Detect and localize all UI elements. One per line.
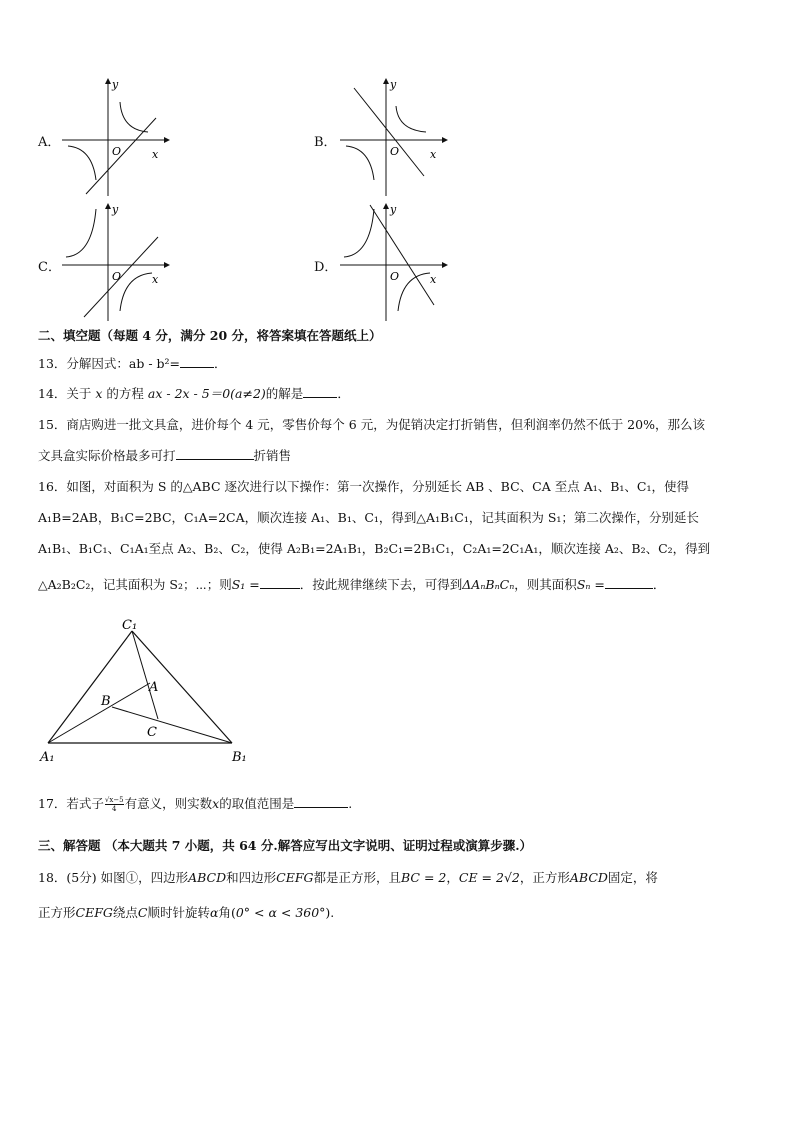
option-a-graph	[62, 76, 172, 200]
hyperbola-branch-1	[66, 209, 96, 257]
label-b1: B₁	[232, 750, 247, 765]
option-c-graph	[62, 201, 172, 325]
origin-label: O	[112, 145, 122, 158]
question-16-line-3: A₁B₁、B₁C₁、C₁A₁至点 A₂、B₂、C₂，使得 A₂B₁=2A₁B₁，B₂C₁=2B₁C₁，C₂A₁=2C₁A₁，顺次连接 A₂、B₂、C₂，得到	[38, 541, 711, 556]
q17-pre: 17．若式子	[38, 796, 104, 811]
q18-mid3: ，正方形	[519, 870, 570, 885]
question-15-line-1: 15．商店购进一批文具盒，进价每个 4 元，零售价每个 6 元，为促销决定打折销售，但利润率仍然不低于 20%，那么该	[38, 417, 705, 432]
q18-mid2: 都是正方形，且	[313, 870, 402, 885]
y-label: y	[112, 203, 119, 216]
q14-answer-blank[interactable]	[303, 385, 337, 398]
q16-s1: S₁ =	[231, 577, 260, 592]
label-a: A	[149, 680, 159, 695]
q16-line4-end: ．	[652, 577, 666, 592]
hyperbola-branch-1	[120, 102, 148, 132]
question-13	[38, 355, 227, 373]
q18-end3: ).	[325, 905, 335, 920]
hyperbola-branch-2	[346, 146, 374, 180]
q18-ce: CE = 2√2	[458, 870, 520, 885]
q16-sn: Sₙ =	[576, 577, 605, 592]
x-label: x	[430, 273, 437, 286]
x-label: x	[152, 273, 159, 286]
edge-a1-c1	[48, 631, 132, 743]
question-17	[38, 795, 352, 813]
q18-end1: 固定，将	[607, 870, 658, 885]
linear-line	[370, 205, 434, 305]
x-label: x	[430, 148, 437, 161]
section-2-heading: 二、填空题（每题 4 分，满分 20 分，将答案填在答题纸上）	[38, 328, 382, 343]
q15-answer-blank[interactable]	[176, 447, 254, 460]
q18-alpha: α	[209, 905, 219, 920]
section-3-heading: 三、解答题 （本大题共 7 小题，共 64 分.解答应写出文字说明、证明过程或演算步骤.）	[38, 838, 533, 853]
q17-post: 有意义，则实数	[124, 796, 213, 811]
q18-cefg-2: CEFG	[75, 905, 113, 920]
q18-line2-pre: 正方形	[38, 905, 76, 920]
q15-line2-post: 折销售	[253, 448, 292, 463]
q17-fraction	[105, 796, 124, 813]
y-label: y	[112, 78, 119, 91]
q18-bc: BC = 2	[401, 870, 447, 885]
question-16-line-4	[38, 576, 665, 594]
q17-frac-den: 4	[112, 805, 117, 813]
origin-label: O	[112, 270, 122, 283]
option-b-graph	[340, 76, 450, 200]
question-15-line-2	[38, 447, 291, 465]
q14-post: 的解是	[265, 386, 304, 401]
q17-frac-num: √x−5	[104, 796, 124, 804]
question-14	[38, 385, 350, 403]
q13-end: ．	[214, 356, 227, 371]
q14-mid: 的方程	[102, 386, 148, 401]
q16-triangle-figure	[36, 615, 266, 774]
x-axis-arrow	[164, 137, 170, 143]
q16-line4-area: ，则其面积	[514, 577, 577, 592]
q16-answer-blank-2[interactable]	[605, 576, 653, 589]
q16-line4-pre: △A₂B₂C₂，记其面积为 S₂；⋯；则	[38, 577, 232, 592]
hyperbola-branch-1	[396, 106, 426, 132]
q18-abcd: ABCD	[188, 870, 227, 885]
q13-answer-blank[interactable]	[180, 355, 214, 368]
edge-a1-a	[48, 683, 150, 743]
origin-label: O	[390, 270, 400, 283]
edge-b-b1	[112, 707, 232, 743]
q18-sep: ，	[446, 870, 459, 885]
option-d-graph	[340, 201, 450, 325]
label-b: B	[101, 694, 111, 709]
q18-range: 0° < α < 360°	[235, 905, 326, 920]
q17-answer-blank[interactable]	[294, 795, 348, 808]
q18-cefg: CEFG	[276, 870, 314, 885]
q16-answer-blank-1[interactable]	[260, 576, 300, 589]
y-axis-arrow	[105, 78, 111, 84]
hyperbola-branch-2	[68, 146, 96, 180]
label-c1: C₁	[122, 618, 138, 633]
q18-mid5: 顺时针旋转	[147, 905, 210, 920]
q16-triangle-n: ΔAₙBₙCₙ	[462, 577, 515, 592]
linear-line	[354, 88, 424, 176]
question-16-line-1: 16．如图，对面积为 S 的△ABC 逐次进行以下操作：第一次操作，分别延长 AB 、BC、CA 至点 A₁、B₁、C₁，使得	[38, 479, 690, 494]
x-label: x	[152, 148, 159, 161]
q14-pre: 14．关于	[38, 386, 96, 401]
q17-end: .	[348, 796, 353, 811]
edge-c1-c	[132, 631, 158, 719]
q14-var: x	[95, 386, 103, 401]
q18-pre: 18．(5分) 如图①，四边形	[38, 870, 189, 885]
origin-label: O	[390, 145, 400, 158]
option-b-label: B．	[314, 135, 337, 150]
hyperbola-branch-1	[344, 209, 374, 257]
q18-end2: 角(	[218, 905, 236, 920]
y-label: y	[390, 203, 397, 216]
label-a1: A₁	[40, 750, 55, 765]
q15-line2-pre: 文具盒实际价格最多可打	[38, 448, 176, 463]
q14-end: ．	[337, 386, 350, 401]
q14-equation: ax - 2x - 5＝0(a≠2)	[147, 386, 266, 401]
hyperbola-branch-2	[120, 273, 152, 311]
option-a-label: A．	[38, 135, 61, 150]
q16-line4-mid: ．按此规律继续下去，可得到	[299, 577, 463, 592]
q17-post2: 的取值范围是	[219, 796, 295, 811]
q18-abcd-2: ABCD	[569, 870, 608, 885]
q18-mid4: 绕点	[112, 905, 138, 920]
question-16-line-2: A₁B=2AB，B₁C=2BC，C₁A=2CA，顺次连接 A₁、B₁、C₁，得到△A₁B₁C₁，记其面积为 S₁；第二次操作，分别延长	[38, 510, 699, 525]
q18-point-c: C	[137, 905, 148, 920]
option-d-label: D．	[314, 260, 338, 275]
question-18-line-1	[38, 869, 658, 887]
q13-text: 13．分解因式：ab - b²=	[38, 356, 181, 371]
q18-mid1: 和四边形	[226, 870, 277, 885]
label-c: C	[147, 725, 157, 740]
y-label: y	[390, 78, 397, 91]
question-18-line-2	[38, 904, 334, 922]
q17-var: x	[212, 796, 220, 811]
option-c-label: C．	[38, 260, 61, 275]
